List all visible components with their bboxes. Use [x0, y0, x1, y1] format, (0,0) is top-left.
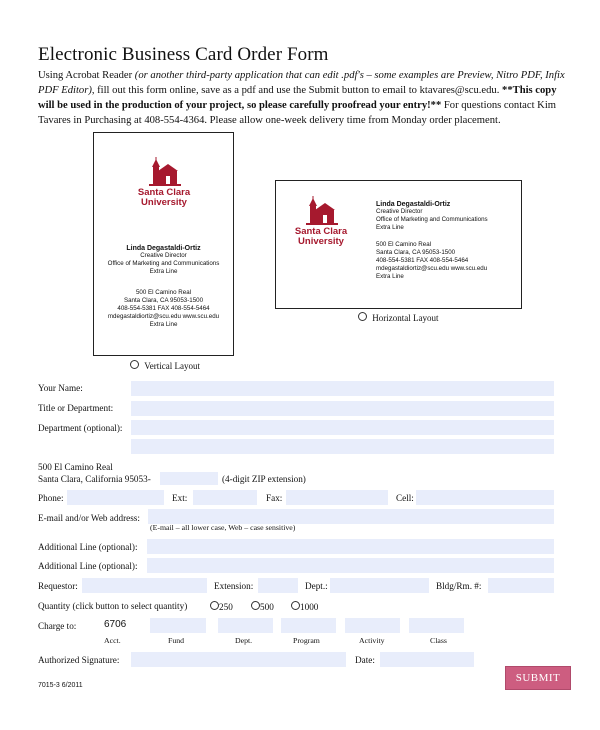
university-name: [114, 188, 214, 208]
card-name: Linda Degastaldi-Ortiz: [126, 245, 201, 252]
signature-label: Authorized Signature:: [38, 655, 120, 665]
card-address: 500 El Camino Real: [135, 288, 192, 296]
horizontal-card-text: [376, 201, 516, 282]
card-extra-2-h: Extra Line: [376, 273, 404, 281]
acct-caption: Acct.: [104, 636, 121, 645]
signature-field[interactable]: [131, 652, 346, 667]
quantity-1000-option[interactable]: [291, 601, 318, 612]
university-seal-icon: [144, 157, 184, 187]
university-line-1-h: Santa Clara: [294, 226, 348, 237]
instructions: [38, 68, 568, 128]
card-extra: Extra Line: [149, 268, 178, 276]
quantity-250-option[interactable]: [210, 601, 233, 612]
university-line-2: University: [141, 197, 187, 208]
zip-note: (4-digit ZIP extension): [222, 474, 306, 484]
horizontal-card-preview: [275, 180, 522, 309]
title-dept-label: Title or Department:: [38, 403, 114, 413]
charge-program-field[interactable]: [281, 618, 336, 633]
page-title: Electronic Business Card Order Form: [38, 44, 329, 65]
your-name-label: Your Name:: [38, 383, 83, 393]
card-email-web: mdegastaldiortiz@scu.edu www.scu.edu: [107, 313, 220, 321]
bldg-label: Bldg/Rm. #:: [436, 581, 482, 591]
form-code: 7015-3 6/2011: [38, 682, 83, 689]
additional-line-1-field[interactable]: [147, 539, 554, 554]
cell-field[interactable]: [416, 490, 554, 505]
extension-field[interactable]: [258, 578, 298, 593]
intro-text-3: , fill out this form online, save as a pdf and use the Submit button to email to ktavares@scu.edu.: [91, 85, 503, 96]
vertical-layout-label: Vertical Layout: [144, 361, 200, 371]
activity-caption: Activity: [359, 636, 385, 645]
dept-label: Dept.:: [305, 581, 328, 591]
charge-account-prefix: 6706: [104, 619, 127, 630]
intro-warning: **This copy will be used in the production of your project, so please carefully proofread your entry!**: [38, 85, 557, 111]
charge-class-field[interactable]: [409, 618, 464, 633]
card-extra-2: Extra Line: [149, 321, 178, 329]
fund-caption: Fund: [168, 636, 185, 645]
cell-label: Cell:: [396, 493, 414, 503]
program-caption: Program: [293, 636, 320, 645]
university-name-horizontal: [286, 227, 356, 247]
card-office-h: Office of Marketing and Communications: [376, 216, 488, 224]
card-city-h: Santa Clara, CA 95053-1500: [376, 248, 456, 256]
title-dept-field[interactable]: [131, 401, 554, 416]
card-title-h: Creative Director: [376, 208, 423, 215]
fax-label: Fax:: [266, 493, 283, 503]
university-seal-icon-horizontal: [301, 196, 341, 226]
quantity-500-option[interactable]: [251, 601, 274, 612]
additional-line-2-field[interactable]: [147, 558, 554, 573]
department-field[interactable]: [131, 420, 554, 435]
phone-field[interactable]: [67, 490, 164, 505]
horizontal-layout-radio[interactable]: [358, 312, 367, 321]
quantity-250-label: 250: [219, 602, 233, 612]
dept-caption: Dept.: [235, 636, 253, 645]
vertical-card-text: [94, 245, 233, 330]
email-field[interactable]: [148, 509, 554, 524]
horizontal-layout-label: Horizontal Layout: [372, 313, 439, 323]
class-caption: Class: [430, 636, 447, 645]
horizontal-layout-option[interactable]: [358, 312, 438, 323]
card-office: Office of Marketing and Communications: [107, 260, 220, 268]
date-label: Date:: [355, 655, 375, 665]
submit-button[interactable]: SUBMIT: [505, 666, 571, 690]
card-name-h: Linda Degastaldi-Ortiz: [376, 201, 451, 208]
dept-field[interactable]: [330, 578, 429, 593]
charge-dept-field[interactable]: [218, 618, 273, 633]
charge-activity-field[interactable]: [345, 618, 400, 633]
fax-field[interactable]: [286, 490, 388, 505]
card-extra-h: Extra Line: [376, 224, 404, 232]
intro-text-2: (or another third-party application that can edit .pdf's – some examples are Preview, Nitro PDF, Infix PDF Editor): [38, 70, 565, 96]
bldg-field[interactable]: [488, 578, 554, 593]
card-email-web-h: mdegastaldiortiz@scu.edu www.scu.edu: [376, 265, 488, 273]
additional-line-1-label: Additional Line (optional):: [38, 542, 138, 552]
address-line-1: 500 El Camino Real: [38, 462, 113, 472]
card-address-h: 500 El Camino Real: [376, 240, 432, 248]
ext-field[interactable]: [193, 490, 257, 505]
intro-text-5: For questions contact Kim Tavares in Purchasing at 408-554-4364. Please allow one-week delivery time from Monday order placement.: [38, 100, 557, 126]
card-phone-fax-h: 408-554-5381 FAX 408-554-5464: [376, 257, 469, 265]
vertical-card-preview: [93, 132, 234, 356]
charge-to-label: Charge to:: [38, 621, 77, 631]
phone-label: Phone:: [38, 493, 64, 503]
requestor-field[interactable]: [82, 578, 207, 593]
zip-extension-field[interactable]: [160, 472, 218, 485]
quantity-1000-label: 1000: [300, 602, 319, 612]
university-line-2-h: University: [298, 236, 344, 247]
intro-text-1: Using Acrobat Reader: [38, 70, 135, 81]
extension-label: Extension:: [214, 581, 254, 591]
department-field-2[interactable]: [131, 439, 554, 454]
quantity-500-label: 500: [260, 602, 274, 612]
requestor-label: Requestor:: [38, 581, 78, 591]
card-city: Santa Clara, CA 95053-1500: [123, 296, 204, 304]
quantity-label: Quantity (click button to select quantity): [38, 601, 188, 611]
your-name-field[interactable]: [131, 381, 554, 396]
address-line-2: Santa Clara, California 95053-: [38, 474, 151, 484]
charge-fund-field[interactable]: [150, 618, 206, 633]
vertical-layout-radio[interactable]: [130, 360, 139, 369]
ext-label: Ext:: [172, 493, 188, 503]
additional-line-2-label: Additional Line (optional):: [38, 561, 138, 571]
email-note: (E-mail – all lower case, Web – case sensitive): [150, 523, 296, 532]
vertical-layout-option[interactable]: [130, 360, 200, 371]
quantity-250-radio[interactable]: [210, 601, 219, 610]
quantity-1000-radio[interactable]: [291, 601, 300, 610]
department-label: Department (optional):: [38, 423, 123, 433]
university-line-1: Santa Clara: [137, 187, 191, 198]
quantity-500-radio[interactable]: [251, 601, 260, 610]
card-title: Creative Director: [140, 252, 187, 259]
card-phone-fax: 408-554-5381 FAX 408-554-5464: [117, 305, 210, 313]
date-field[interactable]: [380, 652, 474, 667]
email-label: E-mail and/or Web address:: [38, 513, 140, 523]
